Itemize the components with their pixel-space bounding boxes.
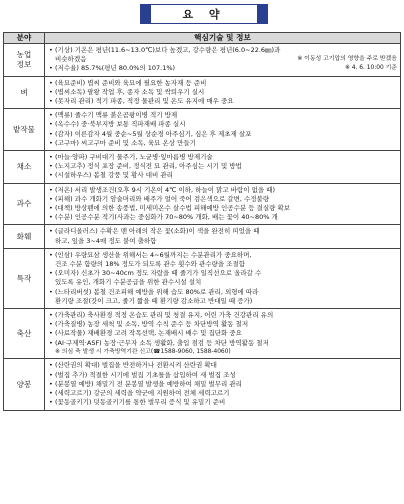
line-text: 환기량 조절(갓이 크고, 줄기 짧을 때 환기량 감소하고 반대일 때 증가) [55, 296, 253, 305]
line-text: (기상) 기온은 평년(11.6~13.0℃)보다 높겠고, 강수량은 평년(6.0~22.6㎜)과 [55, 46, 281, 54]
summary-title: 요 약 [182, 8, 226, 21]
content-line [49, 227, 397, 236]
content-line [49, 297, 397, 306]
bullet-mark: • [49, 398, 53, 407]
line-text: (옥수수) 중·북부지방 보통 직파재배 파종 실시 [55, 120, 186, 129]
content-cell [45, 309, 401, 359]
bullet-mark: • [49, 361, 53, 370]
line-text: (가축질병) 농장 세척 및 소독, 방역 수칙 준수 등 차단방역 활동 철저 [55, 320, 249, 329]
bullet-mark: • [49, 153, 53, 162]
line-text: 비슷하겠음 [55, 55, 87, 64]
content-cell [45, 359, 401, 410]
bullet-mark: • [49, 250, 53, 259]
category-cell [4, 248, 45, 308]
content-line [49, 88, 397, 97]
category-label: 축산 [16, 328, 32, 338]
bullet-mark: • [49, 287, 53, 296]
category-cell [4, 151, 45, 184]
line-text: 하고, 잎을 3~4매 정도 붙여 출하함 [55, 236, 157, 245]
content-cell [45, 225, 401, 248]
line-text: (저수율) 85.7%(평년 80.0%의 107.1%) [55, 64, 176, 73]
line-text: (산란권의 확대) 벌집을 반전하거나 전환시켜 산란권 확대 [55, 361, 217, 370]
line-text: (꽃동골키기) 덧동골키기를 통한 벌무리 증식 및 유밀기 준비 [55, 398, 226, 407]
table-row [4, 109, 401, 151]
bullet-mark: • [49, 162, 53, 171]
content-line [49, 320, 397, 329]
category-cell [4, 76, 45, 109]
content-cell [45, 248, 401, 308]
bullet-mark: • [49, 379, 53, 388]
category-cell [4, 109, 45, 151]
line-text: (노지고추) 정식 포장 준비, 정식전 묘 관리, 아주심는 시기 및 방법 [55, 162, 242, 171]
content-line [49, 269, 397, 278]
category-cell [4, 309, 45, 359]
line-text: (글라디올러스) 수확은 맨 아래의 작은 꽃(소화)이 색을 완전히 띠었을 때 [55, 227, 260, 236]
bullet-mark: • [49, 227, 53, 236]
bullet-mark: • [49, 370, 53, 379]
content-line [49, 130, 397, 139]
inline-note: ※ 이동성 고기압의 영향을 주로 받겠음 [297, 56, 397, 63]
header-content: 핵심기술 및 정보 [45, 33, 401, 44]
content-line [49, 339, 397, 348]
footnote: ※ 의심 축 발생 시 가축방역기관 신고(☎1588-9060, 1588-4060) [55, 348, 231, 355]
category-label: 특작 [16, 273, 32, 283]
line-text: (사료작물) 재배환경 고려 작목선택, 논재배시 배수 및 집단화 중요 [55, 329, 242, 338]
line-text: 있도록 유인, 개화기 수분공급을 위한 관수시설 설치 [55, 278, 202, 287]
content-cell [45, 76, 401, 109]
content-line [49, 153, 397, 162]
category-label: 정보 [16, 59, 32, 69]
table-row [4, 151, 401, 184]
content-line [49, 311, 397, 320]
content-cell [45, 151, 401, 184]
content-line [49, 162, 397, 171]
line-text: (인삼) 우량묘삼 생산을 위해서는 4~6월까지는 수분관리가 중요하며, [55, 250, 252, 259]
bullet-mark: • [49, 194, 53, 203]
line-text: (오미자) 신초가 30~40cm 정도 자랐을 때 줄기가 일직선으로 올라갈 수 [55, 269, 262, 278]
bullet-mark: • [49, 269, 53, 278]
bullet-mark: • [49, 120, 53, 129]
bullet-mark: • [49, 78, 53, 87]
line-text: (벌집 추가) 적절한 시기에 벌집 기초틀을 삽입하여 새 벌집 조성 [55, 370, 236, 379]
category-cell [4, 225, 45, 248]
summary-table [3, 32, 401, 411]
content-line [49, 55, 397, 64]
content-cell [45, 109, 401, 151]
bullet-mark: • [49, 111, 53, 120]
content-line [49, 398, 397, 407]
category-cell [4, 183, 45, 225]
content-line [49, 288, 397, 297]
content-line [49, 79, 397, 88]
table-row [4, 183, 401, 225]
line-text: 건조 수분 함량의 18% 정도가 되도록 관수 횟수와 관수량을 조절함 [55, 260, 246, 269]
line-text: (느타리버섯) 봄철 건조피해 예방을 위해 습도 80%로 관리, 외형에 따라 [55, 287, 259, 296]
category-cell [4, 44, 45, 77]
table-header-row [4, 33, 401, 44]
content-line [49, 186, 397, 195]
title-bar-right [257, 5, 267, 23]
line-text: (감자) 이른감자 4월 중순~5월 상순경 아주심기, 심은 후 제초제 살포 [55, 129, 252, 138]
line-text: (시설하우스) 봄철 강풍 및 황사 대비 관리 [55, 171, 173, 180]
bullet-mark: • [49, 97, 53, 106]
table-row [4, 76, 401, 109]
content-line [49, 204, 397, 213]
category-label: 농업 [16, 50, 32, 60]
content-line [49, 171, 397, 180]
line-text: (마늘·양파) 구비대기 물주기, 노균병·잎마름병 방제기술 [55, 153, 213, 162]
category-label: 벼 [20, 87, 28, 97]
content-line [49, 329, 397, 338]
line-text: (고구마) 씨고구마 준비 및 소독, 육묘 온상 만들기 [55, 138, 196, 147]
content-line [49, 213, 397, 222]
content-line [49, 237, 397, 246]
bullet-mark: • [49, 185, 53, 194]
line-text: (맥류) 줄수기 맥류 붉은곰팡이병 적기 방제 [55, 111, 178, 120]
category-label: 과수 [16, 199, 32, 209]
line-text: (세력고르기) 강군의 세력을 약군에 지원하여 전체 세력고르기 [55, 389, 230, 398]
line-text: (가축관리) 축사환경 적정 온습도 관리 및 청결 유지, 어린 가축 건강관리 유의 [55, 311, 274, 320]
category-label: 화훼 [16, 231, 32, 241]
content-line [49, 46, 397, 55]
line-text: (수분) 인공수분 적기(사과는 중심화가 70~80% 개화, 배는 꽃이 40~80% 개 [55, 213, 278, 222]
bullet-mark: • [49, 64, 53, 73]
bullet-mark: • [49, 338, 53, 347]
bullet-mark: • [49, 129, 53, 138]
line-text: (대책) 방상펜에 의한 송풍법, 미세미온수 살수법 피해예방 인공수분 등 결실량 확보 [55, 204, 291, 213]
line-text: (저온) 서리 발생조건(오후 9시 기온이 4℃ 이하, 하늘이 맑고 바람이 없을 때) [55, 185, 276, 194]
bullet-mark: • [49, 329, 53, 338]
summary-title-box [140, 4, 268, 24]
summary-table-body [4, 44, 401, 411]
content-line [49, 278, 397, 287]
bullet-mark: • [49, 138, 53, 147]
content-line [49, 97, 397, 106]
table-row [4, 225, 401, 248]
category-label: 채소 [16, 162, 32, 172]
title-bar-left [141, 5, 151, 23]
content-line [49, 260, 397, 269]
content-cell [45, 183, 401, 225]
table-row [4, 44, 401, 77]
content-line [49, 111, 397, 120]
content-line [49, 120, 397, 129]
bullet-mark: • [49, 311, 53, 320]
content-line [49, 361, 397, 370]
content-cell [45, 44, 401, 77]
content-line [49, 380, 397, 389]
content-line [49, 389, 397, 398]
header-category: 분야 [4, 33, 45, 44]
content-line [49, 195, 397, 204]
table-row [4, 359, 401, 410]
content-line [49, 64, 397, 73]
inline-note: ※ 4. 6. 10:00 기준 [344, 65, 397, 72]
content-line [49, 371, 397, 380]
category-label: 양봉 [16, 379, 32, 389]
line-text: (육묘준비) 볍씨 준비와 육묘에 필요한 농자재 등 준비 [55, 78, 207, 87]
table-row [4, 309, 401, 359]
bullet-mark: • [49, 389, 53, 398]
bullet-mark: • [49, 171, 53, 180]
bullet-mark: • [49, 213, 53, 222]
category-label: 밭작물 [12, 124, 35, 134]
bullet-mark: • [49, 320, 53, 329]
content-line [49, 139, 397, 148]
category-cell [4, 359, 45, 410]
line-text: (피해) 과수 개화기 암술머리와 배주가 얼어 죽어 검은색으로 갈변, 수정불량 [55, 194, 270, 203]
line-text: (AI·구제역·ASF) 농장·근무자 소독 생활화, 출입 점검 등 차단 방역활동 철저 [55, 338, 269, 347]
bullet-mark: • [49, 204, 53, 213]
table-row [4, 248, 401, 308]
content-line [49, 251, 397, 260]
bullet-mark: • [49, 46, 53, 54]
line-text: (분봉열 예방) 채밀기 전 분봉열 발생을 예방하여 채밀 벌무리 관리 [55, 379, 242, 388]
bullet-mark: • [49, 87, 53, 96]
line-text: (볍씨소독) 팔왕 작업 후, 종자 소독 및 싹틔우기 실시 [55, 87, 205, 96]
line-text: (못자리 관리) 적기 파종, 적정 물관리 및 온도 유지에 매우 중요 [55, 97, 234, 106]
